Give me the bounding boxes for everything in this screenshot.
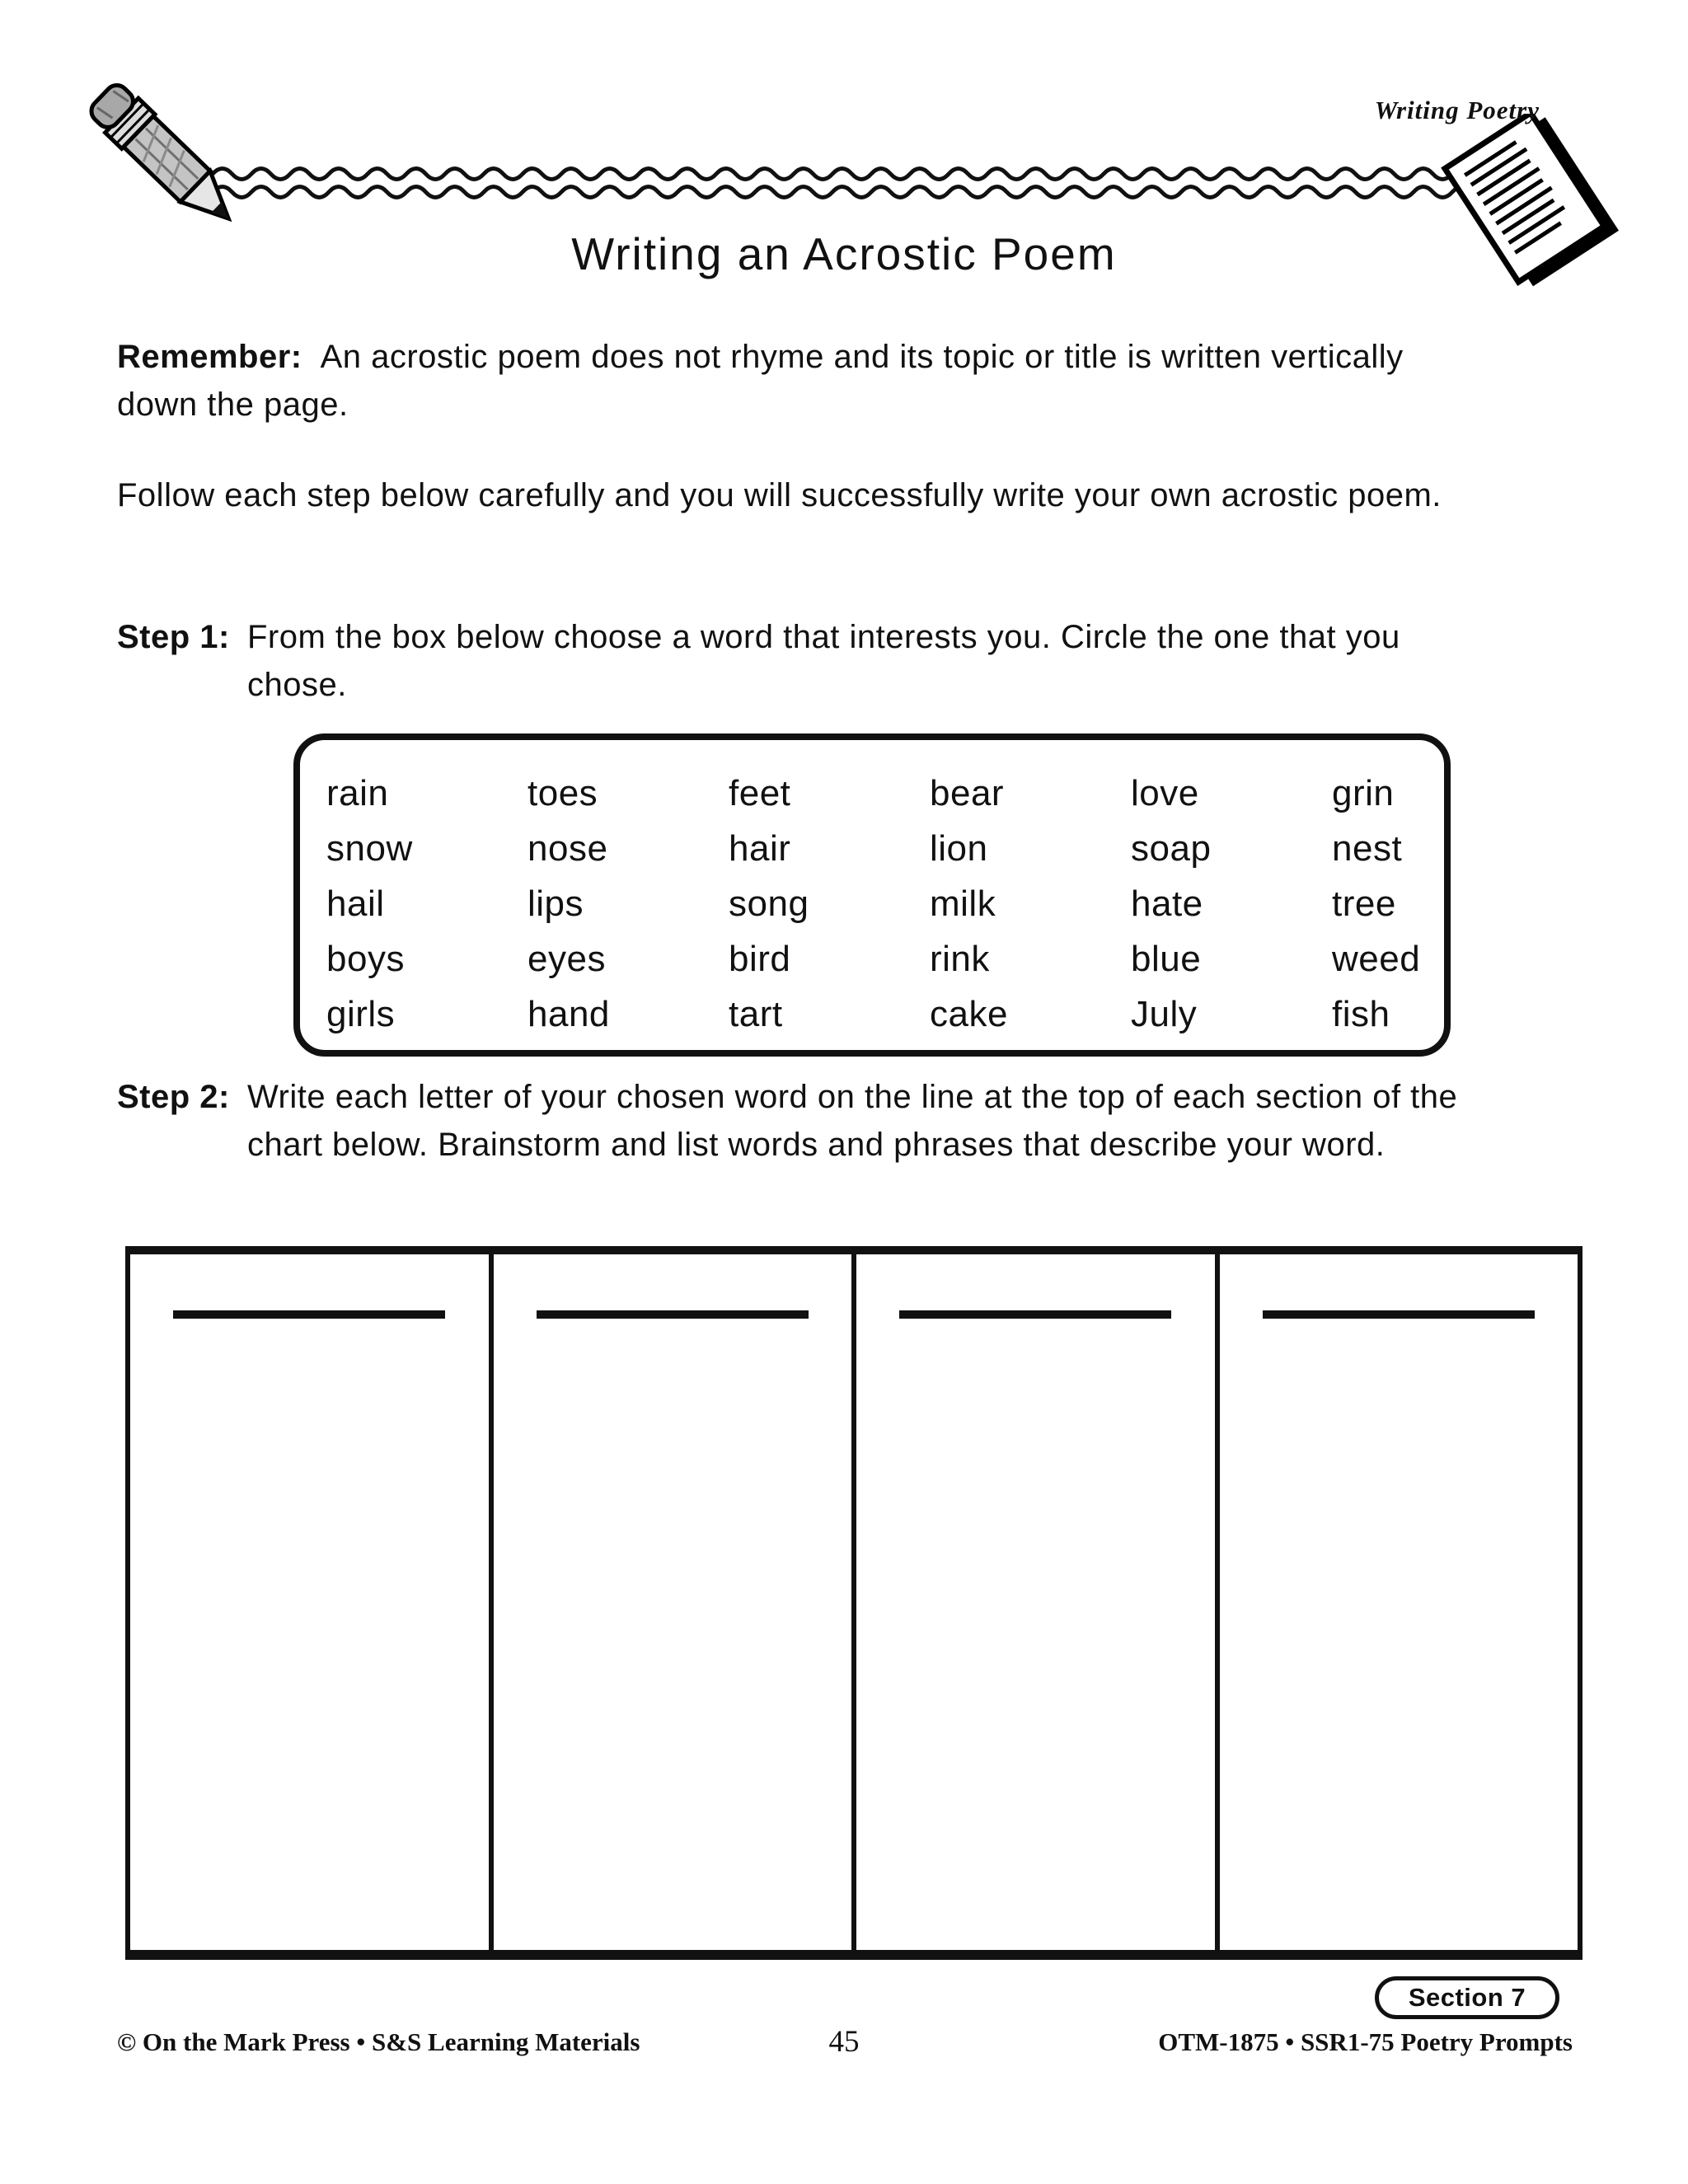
letter-line (899, 1310, 1171, 1319)
step-2-row (117, 1073, 1492, 1169)
letter-line (173, 1310, 445, 1319)
word-option: nest (1332, 828, 1403, 869)
word-option: tart (729, 994, 783, 1034)
word-option: boys (326, 939, 405, 979)
step-1-row (117, 613, 1426, 709)
squiggle-top-line (213, 169, 1472, 180)
step-2-text: Write each letter of your chosen word on the line at the top of each section of the chart below. Brainstorm and list words and phrases that describe your word. (247, 1079, 1458, 1163)
word-option: lion (930, 828, 988, 869)
word-option: snow (326, 828, 413, 869)
word-option: soap (1131, 828, 1212, 869)
footer-product-code: OTM-1875 • SSR1-75 Poetry Prompts (1158, 2027, 1573, 2056)
letter-line (1263, 1310, 1535, 1319)
word-option: blue (1131, 939, 1202, 979)
word-option: grin (1332, 773, 1395, 813)
word-option: milk (930, 883, 996, 924)
remember-label: Remember: (117, 339, 302, 375)
letter-line (537, 1310, 809, 1319)
word-option: bear (930, 773, 1005, 813)
word-option: tree (1332, 883, 1396, 924)
section-badge: Section 7 (1375, 1976, 1559, 2019)
word-option: July (1131, 994, 1198, 1034)
word-option: girls (326, 994, 396, 1034)
word-option: rink (930, 939, 990, 979)
word-option: bird (729, 939, 791, 979)
chart-section (130, 1254, 494, 1950)
word-option: toes (528, 773, 598, 813)
remember-text: An acrostic poem does not rhyme and its topic or title is written vertically down the page. (117, 339, 1404, 423)
footer-page-number: 45 (828, 2025, 860, 2059)
word-option: nose (528, 828, 608, 869)
remember-paragraph (117, 333, 1485, 429)
word-option: hand (528, 994, 610, 1034)
word-option: eyes (528, 939, 606, 979)
word-box-grid (300, 740, 1444, 1044)
word-option: cake (930, 994, 1008, 1034)
chart-section (856, 1254, 1220, 1950)
step-2-label: Step 2: (117, 1079, 230, 1115)
word-option: hate (1131, 883, 1203, 924)
footer-copyright: © On the Mark Press • S&S Learning Materials (117, 2027, 640, 2056)
word-option: feet (729, 773, 791, 813)
word-choice-box (293, 733, 1451, 1057)
word-option: fish (1332, 994, 1390, 1034)
header-corner-label: Writing Poetry (1374, 96, 1540, 124)
intro-paragraph: Follow each step below carefully and you will successfully write your own acrostic poem. (117, 477, 1442, 513)
word-option: lips (528, 883, 584, 924)
squiggle-bottom-line (213, 187, 1472, 198)
word-option: weed (1332, 939, 1421, 979)
step-1-label: Step 1: (117, 619, 230, 655)
word-option: hair (729, 828, 791, 869)
word-option: rain (326, 773, 389, 813)
chart-section (1220, 1254, 1578, 1950)
step-1-text: From the box below choose a word that interests you. Circle the one that you chose. (247, 619, 1400, 703)
page-title: Writing an Acrostic Poem (571, 228, 1117, 279)
word-option: love (1131, 773, 1199, 813)
word-option: hail (326, 883, 385, 924)
chart-section (494, 1254, 857, 1950)
word-option: song (729, 883, 809, 924)
brainstorm-chart (125, 1246, 1582, 1960)
